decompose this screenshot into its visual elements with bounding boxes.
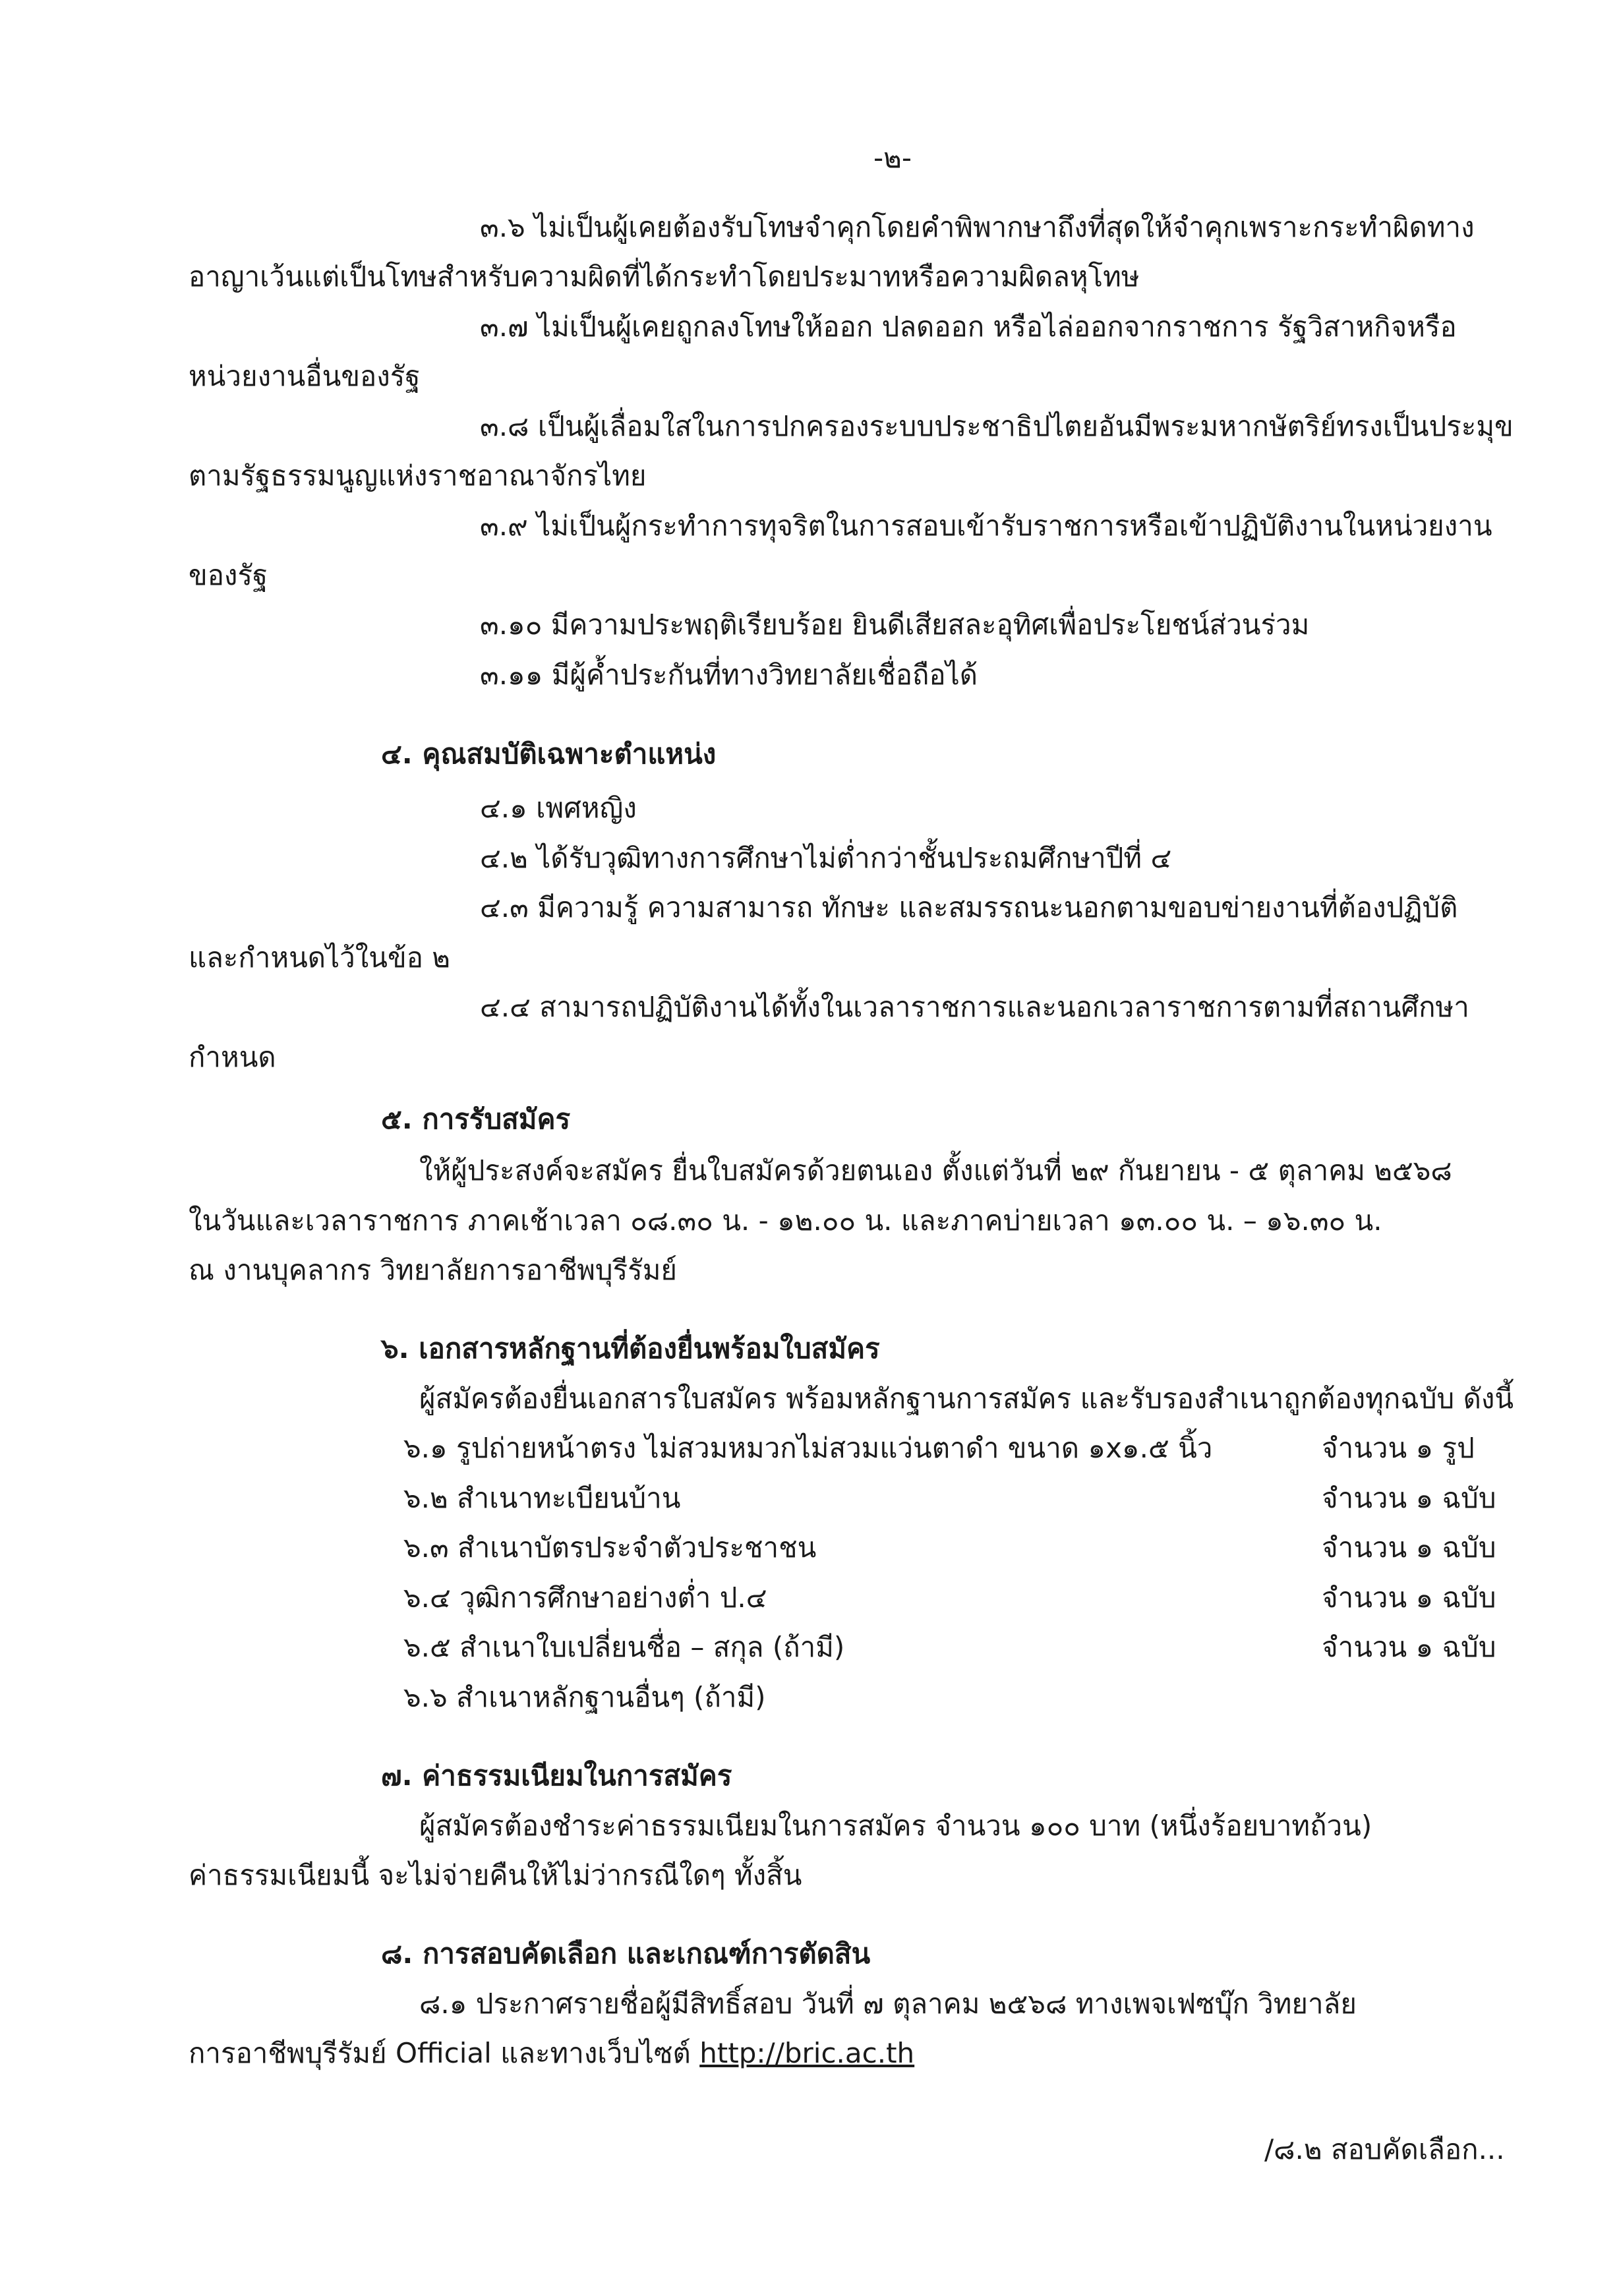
section-8-heading: ๘. การสอบคัดเลือก และเกณฑ์การตัดสิน (381, 1937, 871, 1970)
page-number: -๒- (873, 142, 912, 174)
item-3-6-line1: ๓.๖ ไม่เป็นผู้เคยต้องรับโทษจำคุกโดยคำพิพากษาถึงที่สุดให้จำคุกเพราะกระทำผิดทาง (480, 211, 1475, 243)
section-5-line2: ในวันและเวลาราชการ ภาคเช้าเวลา ๐๘.๓๐ น. - ๑๒.๐๐ น. และภาคบ่ายเวลา ๑๓.๐๐ น. – ๑๖.๓๐ น. (189, 1204, 1382, 1237)
section-8-line2-text: การอาชีพบุรีรัมย์ Official และทางเว็บไซต์ (189, 2037, 700, 2069)
item-3-7-line1: ๓.๗ ไม่เป็นผู้เคยถูกลงโทษให้ออก ปลดออก หรือไล่ออกจากราชการ รัฐวิสาหกิจหรือ (480, 310, 1457, 343)
section-6-intro: ผู้สมัครต้องยื่นเอกสารใบสมัคร พร้อมหลักฐานการสมัคร และรับรองสำเนาถูกต้องทุกฉบับ ดังนี้ (419, 1382, 1514, 1415)
document-list-item (0, 1629, 1619, 1666)
item-4-1: ๔.๑ เพศหญิง (480, 792, 637, 824)
document-list-item (0, 1529, 1619, 1566)
item-3-8-line1: ๓.๘ เป็นผู้เลื่อมใสในการปกครองระบบประชาธิปไตยอันมีพระมหากษัตริย์ทรงเป็นประมุข (480, 410, 1514, 442)
section-4-heading: ๔. คุณสมบัติเฉพาะตำแหน่ง (381, 738, 717, 770)
section-6-heading: ๖. เอกสารหลักฐานที่ต้องยื่นพร้อมใบสมัคร (381, 1332, 880, 1365)
item-4-3-line2: และกำหนดไว้ในข้อ ๒ (189, 941, 450, 974)
item-3-8-line2: ตามรัฐธรรมนูญแห่งราชอาณาจักรไทย (189, 459, 647, 492)
document-item-text: ๖.๖ สำเนาหลักฐานอื่นๆ (ถ้ามี) (403, 1681, 766, 1713)
document-item-quantity: จำนวน ๑ ฉบับ (1322, 1482, 1496, 1514)
section-7-line1: ผู้สมัครต้องชำระค่าธรรมเนียมในการสมัคร จำนวน ๑๐๐ บาท (หนึ่งร้อยบาทถ้วน) (419, 1810, 1372, 1842)
item-3-9-line2: ของรัฐ (189, 559, 268, 591)
document-item-text: ๖.๓ สำเนาบัตรประจำตัวประชาชน (403, 1531, 817, 1564)
document-item-quantity: จำนวน ๑ ฉบับ (1322, 1531, 1496, 1564)
section-5-heading: ๕. การรับสมัคร (381, 1103, 571, 1135)
item-4-4-line1: ๔.๔ สามารถปฏิบัติงานได้ทั้งในเวลาราชการและนอกเวลาราชการตามที่สถานศึกษา (480, 991, 1469, 1023)
item-4-2: ๔.๒ ได้รับวุฒิทางการศึกษาไม่ต่ำกว่าชั้นประถมศึกษาปีที่ ๔ (480, 842, 1172, 874)
item-3-9-line1: ๓.๙ ไม่เป็นผู้กระทำการทุจริตในการสอบเข้ารับราชการหรือเข้าปฏิบัติงานในหน่วยงาน (480, 510, 1492, 542)
document-list-item (0, 1679, 1619, 1716)
document-item-quantity: จำนวน ๑ ฉบับ (1322, 1581, 1496, 1614)
section-7-heading: ๗. ค่าธรรมเนียมในการสมัคร (381, 1759, 732, 1792)
document-list-item (0, 1480, 1619, 1517)
document-item-text: ๖.๑ รูปถ่ายหน้าตรง ไม่สวมหมวกไม่สวมแว่นตาดำ ขนาด ๑x๑.๕ นิ้ว (403, 1432, 1213, 1464)
item-4-4-line2: กำหนด (189, 1041, 276, 1073)
section-7-line2: ค่าธรรมเนียมนี้ จะไม่จ่ายคืนให้ไม่ว่ากรณีใดๆ ทั้งสิ้น (189, 1859, 802, 1891)
document-item-text: ๖.๒ สำเนาทะเบียนบ้าน (403, 1482, 681, 1514)
section-5-line1: ให้ผู้ประสงค์จะสมัคร ยื่นใบสมัครด้วยตนเอง ตั้งแต่วันที่ ๒๙ กันยายน - ๕ ตุลาคม ๒๕๖๘ (419, 1154, 1452, 1187)
website-link[interactable]: http://bric.ac.th (699, 2037, 915, 2069)
document-item-quantity: จำนวน ๑ ฉบับ (1322, 1631, 1496, 1663)
document-list-item (0, 1430, 1619, 1467)
section-8-line1: ๘.๑ ประกาศรายชื่อผู้มีสิทธิ์สอบ วันที่ ๗ ตุลาคม ๒๕๖๘ ทางเพจเฟซบุ๊ก วิทยาลัย (419, 1987, 1357, 2020)
item-3-6-line2: อาญาเว้นแต่เป็นโทษสำหรับความผิดที่ได้กระทำโดยประมาทหรือความผิดลหุโทษ (189, 260, 1140, 293)
item-4-3-line1: ๔.๓ มีความรู้ ความสามารถ ทักษะ และสมรรถนะนอกตามขอบข่ายงานที่ต้องปฏิบัติ (480, 891, 1458, 924)
item-3-10: ๓.๑๐ มีความประพฤติเรียบร้อย ยินดีเสียสละอุทิศเพื่อประโยชน์ส่วนร่วม (480, 608, 1310, 641)
section-5-line3: ณ งานบุคลากร วิทยาลัยการอาชีพบุรีรัมย์ (189, 1254, 677, 1286)
item-3-7-line2: หน่วยงานอื่นของรัฐ (189, 360, 421, 392)
document-item-quantity: จำนวน ๑ รูป (1322, 1432, 1475, 1464)
item-3-11: ๓.๑๑ มีผู้ค้ำประกันที่ทางวิทยาลัยเชื่อถือได้ (480, 659, 978, 691)
document-list-item (0, 1579, 1619, 1616)
section-8-line2 (189, 2035, 914, 2072)
document-item-text: ๖.๕ สำเนาใบเปลี่ยนชื่อ – สกุล (ถ้ามี) (403, 1631, 845, 1663)
document-item-text: ๖.๔ วุฒิการศึกษาอย่างต่ำ ป.๔ (403, 1581, 767, 1614)
continuation-note: /๘.๒ สอบคัดเลือก... (1264, 2133, 1505, 2165)
